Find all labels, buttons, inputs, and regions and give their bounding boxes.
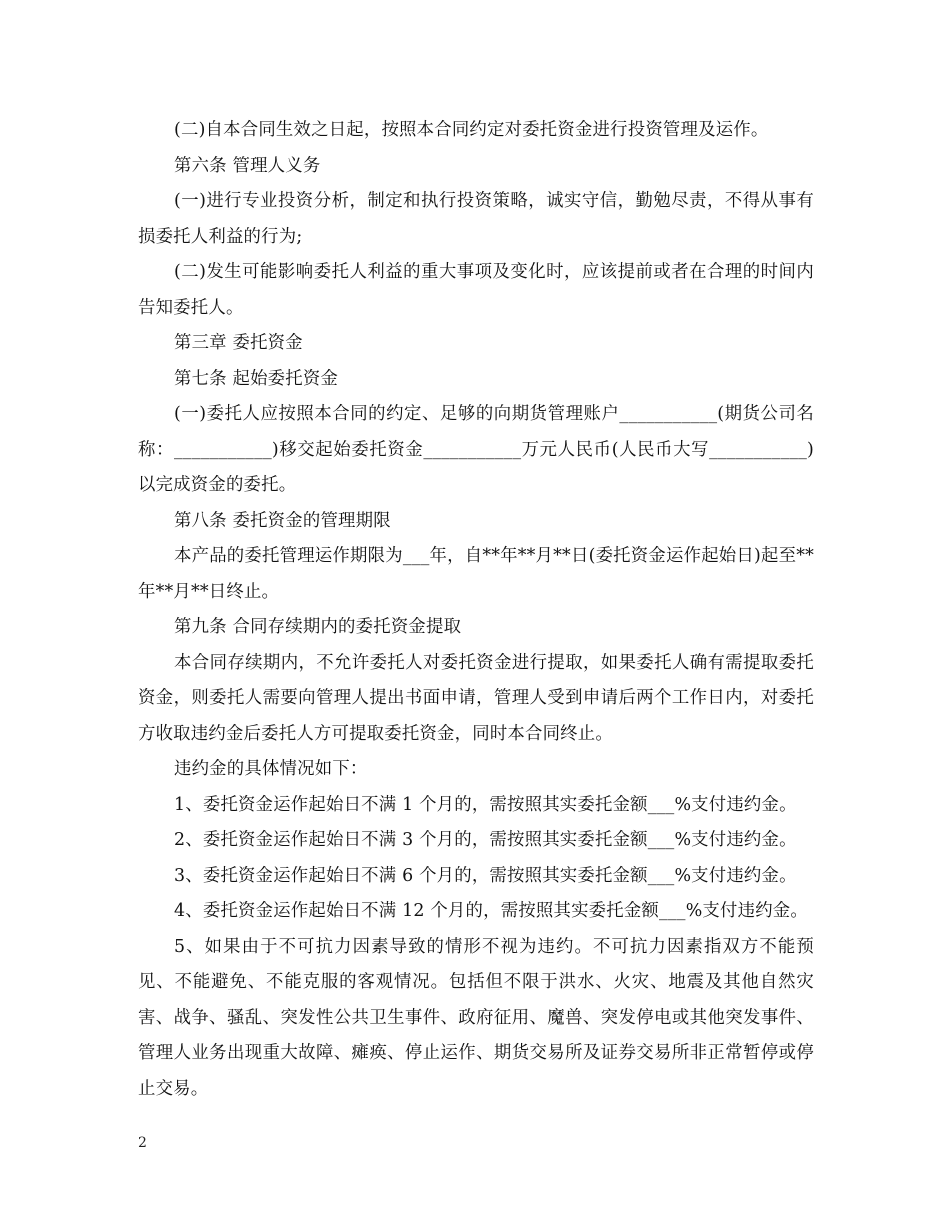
document-body — [138, 113, 814, 1107]
article-8-heading: 第八条 委托资金的管理期限 — [174, 510, 391, 531]
paragraph-duty-2: (二)发生可能影响委托人利益的重大事项及变化时，应该提前或者在合理的时间内告知委托人。 — [138, 262, 814, 318]
article-6-heading: 第六条 管理人义务 — [174, 155, 321, 176]
penalty-item-5-force-majeure: 5、如果由于不可抗力因素导致的情形不视为违约。不可抗力因素指双方不能预见、不能避免、不能克服的客观情况。包括但不限于洪水、火灾、地震及其他自然灾害、战争、骚乱、突发性公共卫生事件、政府征用、魔兽、突发停电或其他突发事件、管理人业务出现重大故障、瘫痪、停止运作、期货交易所及证券交易所非正常暂停或停止交易。 — [138, 936, 814, 1099]
paragraph-management-start: (二)自本合同生效之日起，按照本合同约定对委托资金进行投资管理及运作。 — [174, 120, 769, 140]
chapter-3-heading: 第三章 委托资金 — [174, 333, 303, 353]
penalty-item-4: 4、委托资金运作起始日不满 12 个月的，需按照其实委托金额___%支付违约金。 — [174, 901, 808, 921]
article-9-heading: 第九条 合同存续期内的委托资金提取 — [174, 617, 462, 637]
paragraph-withdrawal: 本合同存续期内，不允许委托人对委托资金进行提取，如果委托人确有需提取委托资金，则委托人需要向管理人提出书面申请，管理人受到申请后两个工作日内，对委托方收取违约金后委托人方可提取委托资金，同时本合同终止。 — [138, 652, 814, 744]
penalty-item-2: 2、委托资金运作起始日不满 3 个月的，需按照其实委托金额___%支付违约金。 — [174, 830, 797, 850]
penalty-item-3: 3、委托资金运作起始日不满 6 个月的，需按照其实委托金额___%支付违约金。 — [174, 865, 797, 886]
paragraph-initial-funds: (一)委托人应按照本合同的约定、足够的向期货管理账户___________(期货公司名称：___________)移交起始委托资金___________万元人民币(人民币大写___________)以完成资金的委托。 — [138, 404, 814, 495]
paragraph-management-term: 本产品的委托管理运作期限为___年，自**年**月**日(委托资金运作起始日)起至**年**月**日终止。 — [138, 546, 814, 602]
page-number: 2 — [138, 1135, 147, 1151]
article-7-heading: 第七条 起始委托资金 — [174, 368, 339, 389]
paragraph-penalty-intro: 违约金的具体情况如下： — [174, 759, 368, 779]
paragraph-duty-1: (一)进行专业投资分析，制定和执行投资策略，诚实守信，勤勉尽责，不得从事有损委托人利益的行为; — [138, 191, 814, 247]
penalty-item-1: 1、委托资金运作起始日不满 1 个月的，需按照其实委托金额___%支付违约金。 — [174, 794, 797, 815]
